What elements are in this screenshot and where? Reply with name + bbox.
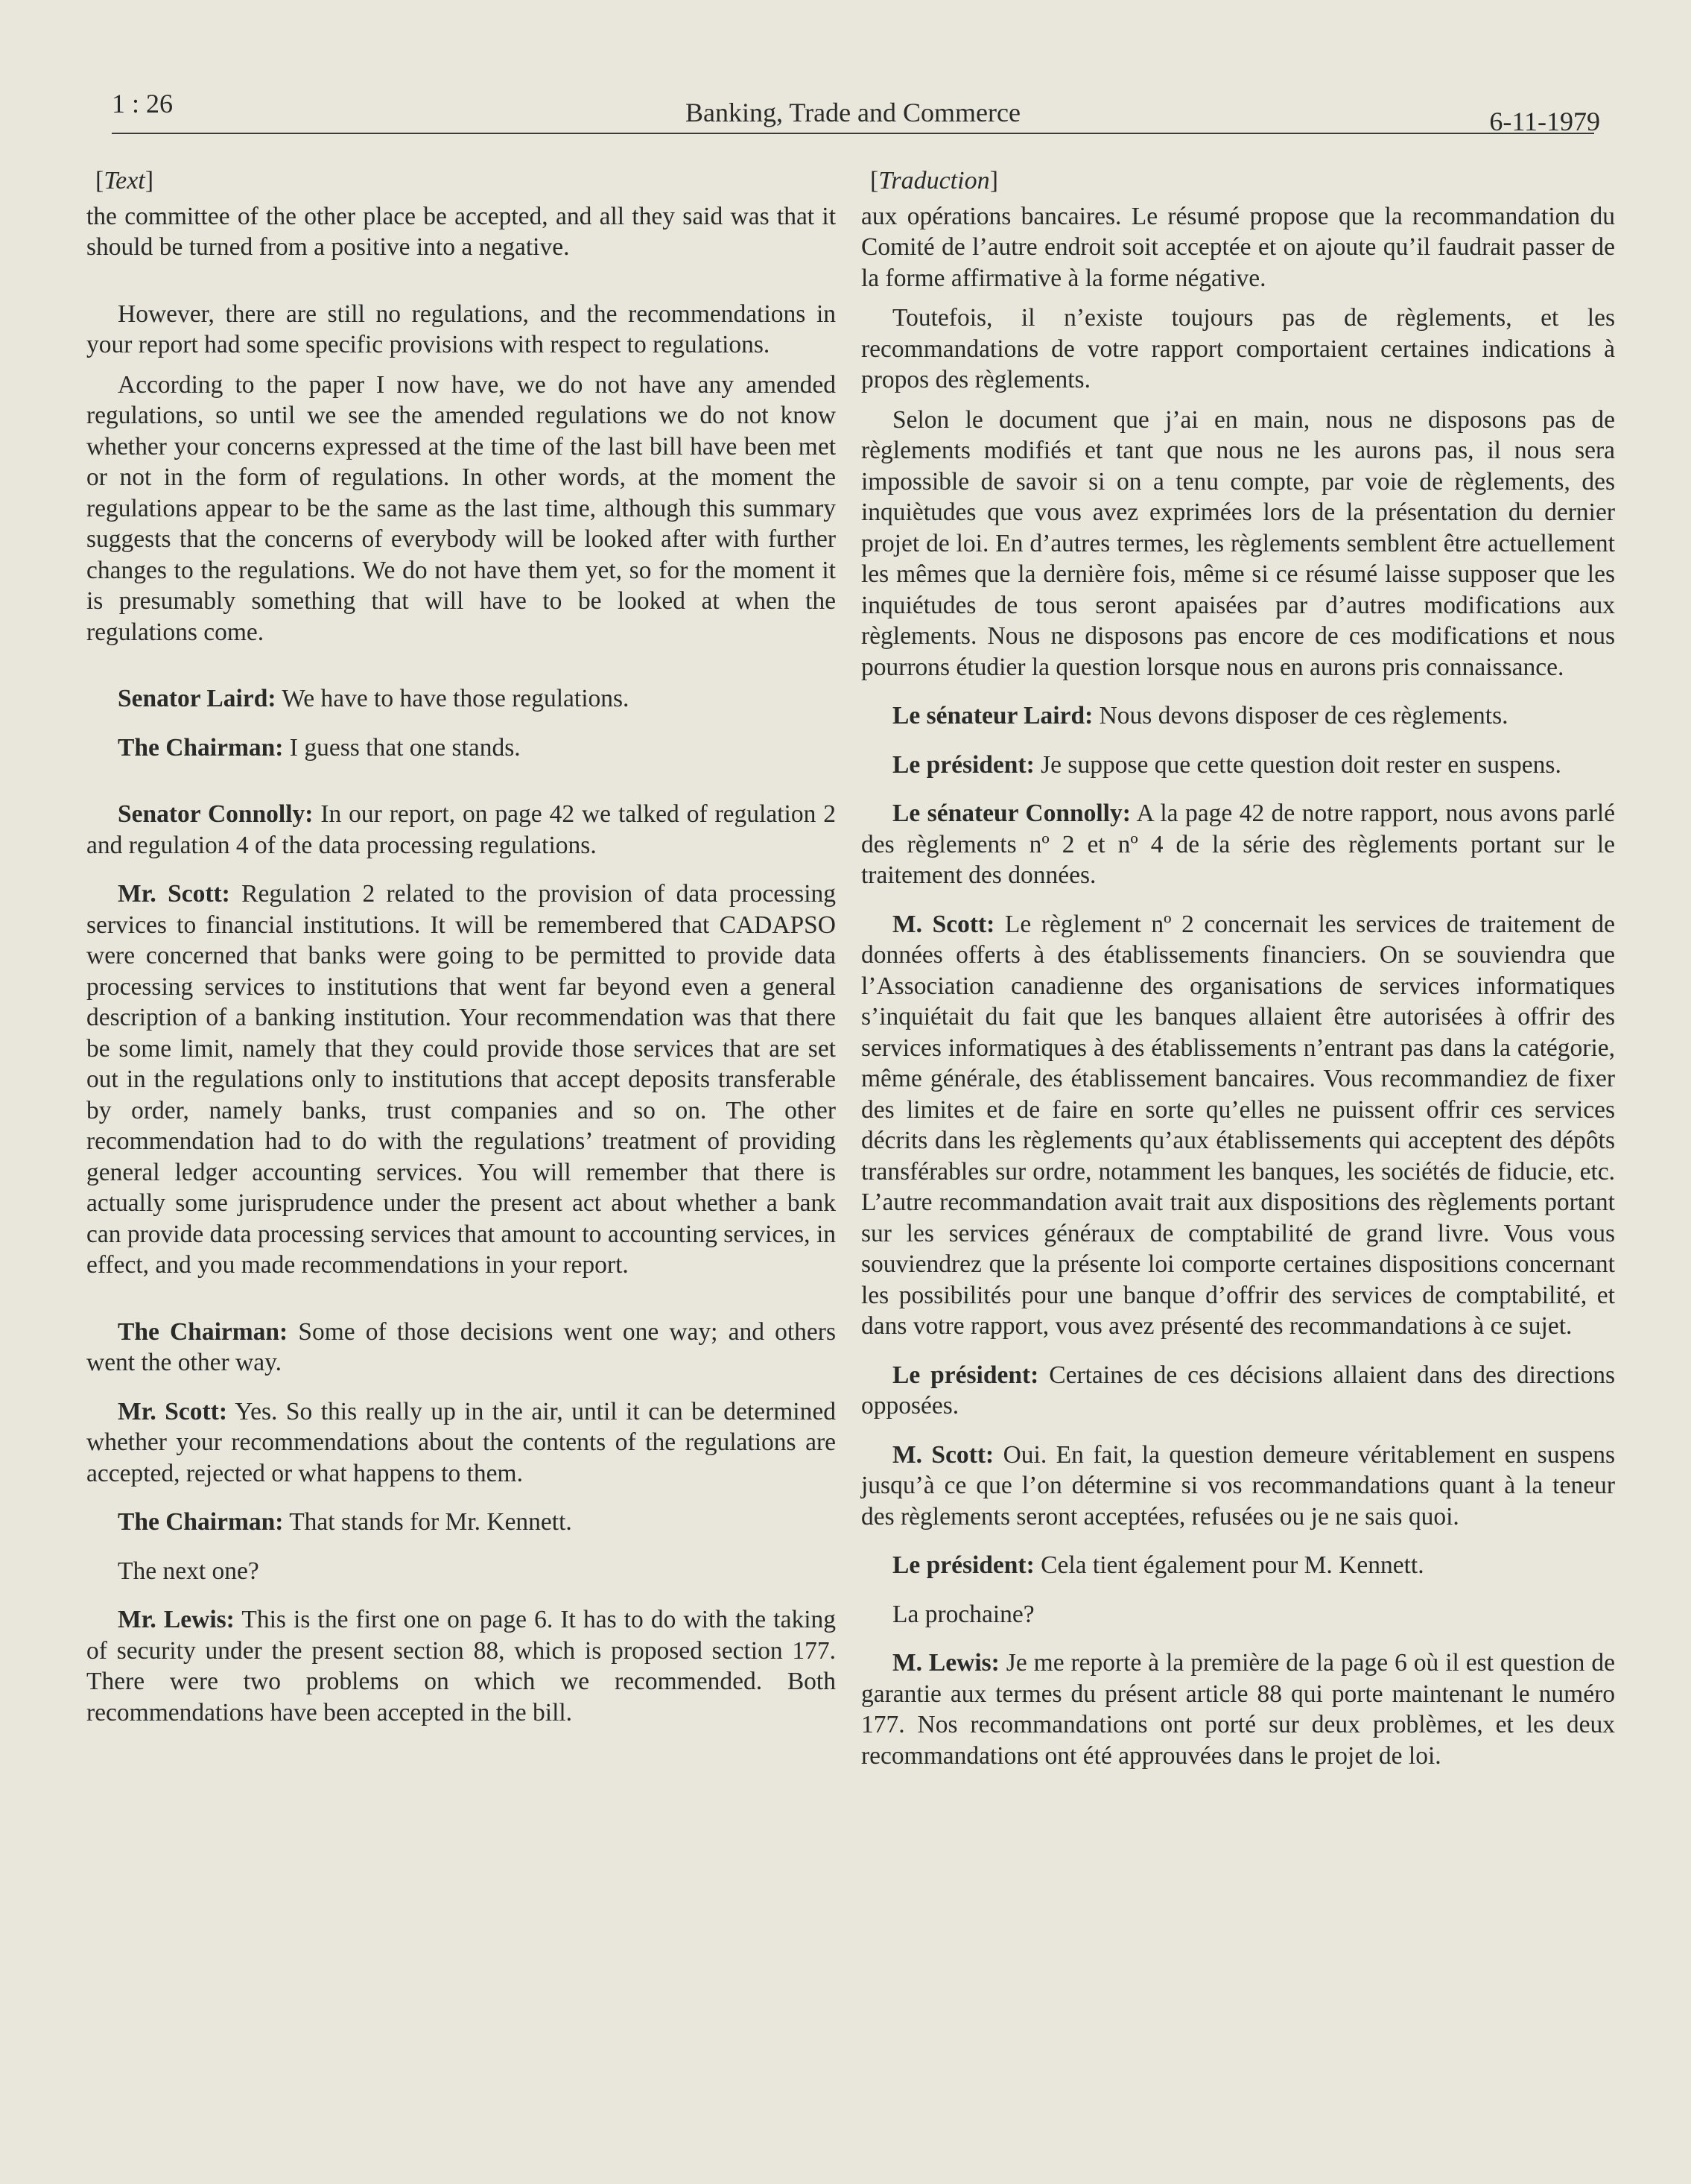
statement: The Chairman: I guess that one stands. bbox=[118, 733, 521, 762]
speaker: The Chairman: bbox=[118, 1508, 284, 1536]
statement: Le sénateur Connolly: A la page 42 de notre rapport, nous avons parlé des règlements nº 2 et nº 4 de la série des règlements portant sur le traitement des données. bbox=[861, 800, 1616, 889]
speaker: Le sénateur Laird: bbox=[892, 702, 1094, 729]
continuation-paragraph: the committee of the other place be accepted, and all they said was that it should be turned from a positive into a negative. bbox=[86, 202, 836, 261]
speaker: M. Scott: bbox=[892, 1440, 994, 1469]
speaker: Senator Connolly: bbox=[118, 800, 314, 828]
statement: Senator Connolly: In our report, on page 42 we talked of regulation 2 and regulation 4 of the data processing regulations. bbox=[86, 800, 836, 859]
statement: The next one? bbox=[118, 1557, 259, 1585]
speaker: The Chairman: bbox=[118, 733, 284, 762]
paragraph: Toutefois, il n’existe toujours pas de règlements, et les recommandations de votre rapport comportaient certaines indications à propos des règlements. bbox=[861, 304, 1615, 393]
speaker: The Chairman: bbox=[118, 1317, 288, 1346]
page-number: 1 : 26 bbox=[112, 89, 174, 118]
english-column bbox=[86, 165, 836, 1728]
statement: Mr. Scott: Regulation 2 related to the provision of data processing services to financial institutions. It will be remembered that CADAPSO were concerned that banks were going to be permitted to provide data processing services to institutions that went far beyond even a general description of a banking institution. Your recommendation was that there be some limit, namely that they could provide those services that are set out in the regulations only to institutions that accept deposits transferable by order, namely banks, trust companies and so on. The other recommendation had to do with the regulations’ treatment of providing general ledger accounting services. You will remember that there is actually some jurisprudence under the present act about whether a bank can provide data processing services that amount to accounting services, in effect, and you made recommendations in your report. bbox=[86, 880, 837, 1279]
speaker: Le sénateur Connolly: bbox=[892, 800, 1131, 827]
statement: Le président: Certaines de ces décisions allaient dans des directions opposées. bbox=[861, 1361, 1615, 1419]
speaker: Le président: bbox=[892, 1361, 1039, 1389]
statement: The Chairman: Some of those decisions went one way; and others went the other way. bbox=[86, 1317, 836, 1376]
statement: M. Lewis: Je me reporte à la première de la page 6 où il est question de garantie aux termes du présent article 88 qui porte maintenant le numéro 177. Nos recommandations ont porté sur deux problèmes, et les deux recommandations ont été approuvées dans le projet de loi. bbox=[861, 1649, 1615, 1770]
language-label: [Traduction] bbox=[870, 167, 998, 194]
speaker: Le président: bbox=[892, 750, 1035, 779]
page-header bbox=[112, 88, 1600, 136]
statement: Le président: Cela tient également pour M. Kennett. bbox=[892, 1551, 1424, 1579]
statement: The Chairman: That stands for Mr. Kennett. bbox=[118, 1508, 572, 1536]
french-column bbox=[861, 165, 1615, 1771]
speaker: Mr. Scott: bbox=[118, 880, 230, 908]
statement: Mr. Lewis: This is the first one on page 6. It has to do with the taking of security under the present section 88, which is proposed section 177. There were two problems on which we recommended. Both recommendations have been accepted in the bill. bbox=[86, 1606, 836, 1726]
statement: M. Scott: Le règlement nº 2 concernait les services de traitement de données offerts à des établissements financiers. On se souviendra que l’Association canadienne des organisations de services informatiques s’inquiétait du fait que les banques allaient être autorisées à offrir des services informatiques à des établissements n’entrant pas dans la catégorie, même générale, des établissement bancaires. Vous recommandiez de fixer des limites et de faire en sorte qu’elles ne puissent offrir ces services décrits dans les règlements qu’aux établissements qui acceptent des dépôts transférables sur ordre, notamment les banques, les sociétés de fiducie, etc. L’autre recommandation avait trait aux dispositions des règlements portant sur les services généraux de comptabilité de grand livre. Vous vous souviendrez que la présente loi comporte certaines dispositions concernant les possibilités pour une banque d’offrir des services de comptabilité, et dans votre rapport, vous avez présenté des recommandations à ce sujet. bbox=[861, 910, 1616, 1340]
speaker: Le président: bbox=[892, 1551, 1035, 1579]
speaker: Senator Laird: bbox=[118, 685, 276, 712]
statement: M. Scott: Oui. En fait, la question demeure véritablement en suspens jusqu’à ce que l’on détermine si vos recommandations quant à la teneur des règlements seront acceptées, refusées ou je ne sais quoi. bbox=[861, 1440, 1616, 1531]
statement: Le sénateur Laird: Nous devons disposer de ces règlements. bbox=[892, 702, 1508, 729]
statement: Le président: Je suppose que cette question doit rester en suspens. bbox=[892, 750, 1561, 779]
speaker: Mr. Lewis: bbox=[118, 1606, 235, 1633]
page-date: 6-11-1979 bbox=[1489, 107, 1600, 136]
continuation-paragraph: aux opérations bancaires. Le résumé propose que la recommandation du Comité de l’autre endroit soit acceptée et on ajoute qu’il faudrait passer de la forme affirmative à la forme négative. bbox=[861, 202, 1615, 292]
speaker: M. Lewis: bbox=[892, 1649, 1000, 1677]
paragraph: However, there are still no regulations, and the recommendations in your report had some specific provisions with respect to regulations. bbox=[86, 300, 836, 358]
language-label: [Text] bbox=[95, 167, 154, 194]
statement: Senator Laird: We have to have those regulations. bbox=[118, 685, 629, 712]
speaker: Mr. Scott: bbox=[118, 1397, 227, 1425]
paragraph: Selon le document que j’ai en main, nous ne disposons pas de règlements modifiés et tant que nous ne les aurons pas, il nous sera impossible de savoir si on a tenu compte, par voie de règlements, des inquiètudes que vous avez exprimées lors de la présentation du dernier projet de loi. En d’autres termes, les règlements semblent être actuellement les mêmes que la dernière fois, même si ce résumé laisse supposer que les inquiétudes de tous seront apaisées par d’autres modifications aux règlements. Nous ne disposons pas encore de ces modifications et nous pourrons étudier la question lorsque nous en aurons pris connaissance. bbox=[861, 405, 1615, 681]
speaker: M. Scott: bbox=[892, 910, 995, 938]
statement: La prochaine? bbox=[892, 1600, 1035, 1628]
page-title: Banking, Trade and Commerce bbox=[685, 98, 1021, 127]
paragraph: According to the paper I now have, we do not have any amended regulations, so until we see the amended regulations we do not know whether your concerns expressed at the time of the last bill have been met or not in the form of regulations. In other words, at the moment the regulations appear to be the same as the last time, although this summary suggests that the concerns of everybody will be looked after with further changes to the regulations. We do not have them yet, so for the moment it is presumably something that will have to be looked at when the regulations come. bbox=[86, 370, 836, 646]
statement: Mr. Scott: Yes. So this really up in the air, until it can be determined whether your recommendations about the contents of the regulations are accepted, rejected or what happens to them. bbox=[86, 1397, 836, 1487]
